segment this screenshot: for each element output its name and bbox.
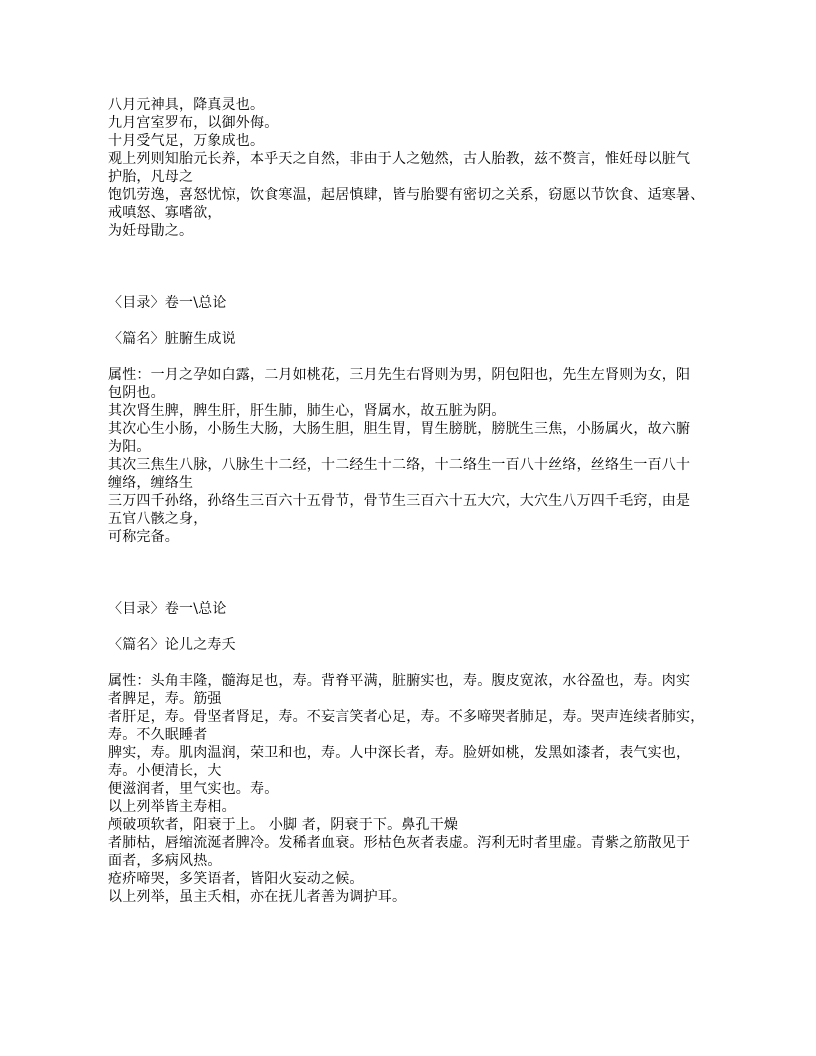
text-line: 三万四千孙络，孙络生三百六十五骨节，骨节生三百六十五大穴，大穴生八万四千毛窍，由是 <box>108 493 691 509</box>
text-line: 饱饥劳逸，喜怒忧惊，饮食寒温，起居慎肆，皆与胎婴有密切之关系，窃愿以节饮食、适寒暑、 <box>108 187 705 203</box>
text-line: 戒嗔怒、寡嗜欲， <box>108 205 222 221</box>
catalog-heading: 〈目录〉卷一\总论 <box>108 601 227 617</box>
blank-line <box>108 312 718 330</box>
text-line: 以上列举，虽主夭相，亦在抚儿者善为调护耳。 <box>108 889 407 905</box>
text-line: 包阴也。 <box>108 385 165 401</box>
blank-line <box>108 618 718 636</box>
text-line: 五官八骸之身， <box>108 511 208 527</box>
text-line: 其次三焦生八脉，八脉生十二经，十二经生十二络，十二络生一百八十丝络，丝络生一百八十 <box>108 457 691 473</box>
text-line: 九月宫室罗布，以御外侮。 <box>108 115 279 131</box>
text-line: 缠络，缠络生 <box>108 475 194 491</box>
text-line: 者肝足，寿。骨坚者肾足，寿。不妄言笑者心足，寿。不多啼哭者肺足，寿。哭声连续者肺实， <box>108 709 705 725</box>
text-line: 寿。不久眠睡者 <box>108 727 208 743</box>
text-line: 颅破项软者，阳衰于上。 小脚 者，阴衰于下。鼻孔干燥 <box>108 817 459 833</box>
text-line: 者肺枯，唇缩流涎者脾冷。发稀者血衰。形枯色灰者表虚。泻利无时者里虚。青紫之筋散见于 <box>108 835 691 851</box>
chapter-title: 〈篇名〉论儿之寿夭 <box>108 637 236 653</box>
document-section <box>108 546 718 906</box>
blank-line <box>108 654 718 672</box>
text-line: 者脾足，寿。筋强 <box>108 691 222 707</box>
text-line: 观上列则知胎元长养，本乎天之自然，非由于人之勉然，古人胎教，兹不赘言，惟妊母以脏气 <box>108 151 691 167</box>
document-section <box>108 96 718 240</box>
text-line: 十月受气足，万象成也。 <box>108 133 265 149</box>
text-line: 疮疥啼哭，多笑语者，皆阳火妄动之候。 <box>108 871 364 887</box>
text-line: 面者，多病风热。 <box>108 853 222 869</box>
text-line: 其次肾生脾，脾生肝，肝生肺，肺生心，肾属水，故五脏为阴。 <box>108 403 506 419</box>
text-line: 寿。小便清长，大 <box>108 763 222 779</box>
text-line: 脾实，寿。肌肉温润，荣卫和也，寿。人中深长者，寿。脸妍如桃，发黑如漆者，表气实也， <box>108 745 691 761</box>
text-line: 护胎，凡母之 <box>108 169 194 185</box>
text-line: 便滋润者，里气实也。寿。 <box>108 781 279 797</box>
text-line: 可称完备。 <box>108 529 179 545</box>
blank-line <box>108 348 718 366</box>
text-line: 属性：头角丰隆，髓海足也，寿。背脊平满，脏腑实也，寿。腹皮宽浓，水谷盈也，寿。肉实 <box>108 673 691 689</box>
document-section <box>108 240 718 546</box>
text-line: 八月元神具，降真灵也。 <box>108 97 265 113</box>
text-line: 其次心生小肠，小肠生大肠，大肠生胆，胆生胃，胃生膀胱，膀胱生三焦，小肠属火，故六腑 <box>108 421 691 437</box>
text-line: 为妊母勖之。 <box>108 223 194 239</box>
chapter-title: 〈篇名〉脏腑生成说 <box>108 331 236 347</box>
section-spacer <box>108 240 718 294</box>
catalog-heading: 〈目录〉卷一\总论 <box>108 295 227 311</box>
text-line: 为阳。 <box>108 439 151 455</box>
section-spacer <box>108 546 718 600</box>
document-page <box>108 96 718 906</box>
text-line: 以上列举皆主寿相。 <box>108 799 236 815</box>
text-line: 属性：一月之孕如白露，二月如桃花，三月先生右肾则为男，阴包阳也，先生左肾则为女，阳 <box>108 367 691 383</box>
